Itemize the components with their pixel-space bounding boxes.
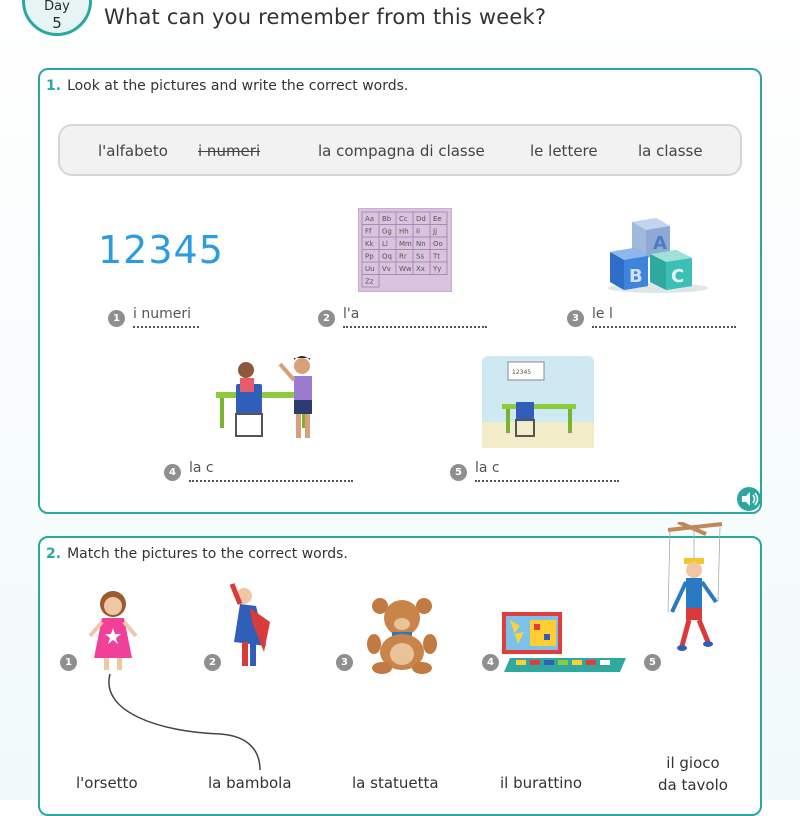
word-bank-item-used: i numeri [198,142,261,160]
classmate-picture [210,350,336,450]
alphabet-letter: Rr [399,252,407,261]
answer-field-5[interactable]: la c [475,460,619,482]
match-word-line-2: da tavolo [658,776,728,794]
match-word-statuetta[interactable]: la statuetta [352,774,439,792]
exercise-1-number: 1. [46,78,62,94]
alphabet-letter: Bb [382,215,392,223]
svg-text:A: A [653,233,667,254]
item-number: 2 [318,310,335,327]
answer-field-4[interactable]: la c [189,460,353,482]
item-number: 4 [164,464,181,481]
item-number: 1 [108,310,125,327]
alphabet-letter: Pp [365,252,374,261]
picture-number: 3 [336,654,353,671]
exercise-2-number: 2. [46,546,62,562]
board-text: 12345 [512,369,532,376]
exercise-1-text: Look at the pictures and write the correct words. [67,78,409,94]
alphabet-letter: Vv [382,265,391,273]
page-title: What can you remember from this week? [104,5,547,29]
exercise-2-instruction [46,546,348,562]
alphabet-chart-picture [358,208,452,292]
alphabet-letter: Ii [416,227,421,236]
day-badge [22,0,92,36]
alphabet-letter: Cc [399,215,408,223]
alphabet-letter: Qq [382,252,392,261]
word-bank-item: la classe [638,142,703,160]
alphabet-letter: Uu [365,265,375,273]
day-number: 5 [52,14,62,32]
doll-picture[interactable] [82,588,144,674]
alphabet-letter: Ee [433,215,442,223]
word-bank [58,124,742,176]
word-bank-item: le lettere [530,142,598,160]
alphabet-letter: Oo [433,240,443,248]
alphabet-letter: Nn [416,240,426,248]
answer-field-1[interactable]: i numeri [133,306,199,328]
match-word-orsetto[interactable]: l'orsetto [76,774,138,792]
speaker-icon[interactable] [736,486,762,512]
alphabet-letter: Ll [382,240,388,248]
alphabet-letter: Tt [433,252,441,261]
picture-number: 1 [60,654,77,671]
classroom-picture [482,356,594,448]
numbers-picture: 12345 [98,228,224,272]
alphabet-letter: Dd [416,215,426,223]
day-label: Day [44,0,70,14]
exercise-2-panel [38,536,762,816]
alphabet-letter: Hh [399,227,409,236]
alphabet-letter: Ff [365,227,372,236]
exercise-1-panel [38,68,762,514]
answer-field-3[interactable]: le l [592,306,736,328]
exercise-1-instruction [46,78,408,94]
match-line [100,672,270,772]
answer-field-2[interactable]: l'a [343,306,487,328]
word-bank-item: l'alfabeto [98,142,168,160]
alphabet-letter: Zz [365,277,374,286]
alphabet-letter: Ww [399,265,412,273]
word-bank-item: la compagna di classe [318,142,485,160]
picture-number: 2 [204,654,221,671]
alphabet-letter: Jj [433,227,438,236]
match-word-gioco-da-tavolo[interactable] [658,752,728,796]
picture-number: 4 [482,654,499,671]
match-word-burattino[interactable]: il burattino [500,774,583,792]
puppet-picture[interactable] [658,522,728,672]
alphabet-letter: Ss [416,252,425,261]
alphabet-blocks-picture [606,216,710,294]
superhero-picture[interactable] [226,582,274,674]
svg-text:B: B [629,266,643,287]
board-game-picture[interactable] [500,610,628,674]
picture-number: 5 [644,654,661,671]
alphabet-letter: Gg [382,227,392,236]
item-number: 5 [450,464,467,481]
item-number: 3 [567,310,584,327]
match-word-bambola[interactable]: la bambola [208,774,292,792]
alphabet-letter: Mm [399,240,412,248]
alphabet-letter: Xx [416,265,425,273]
exercise-2-text: Match the pictures to the correct words. [67,546,348,562]
match-word-line-1: il gioco [666,754,720,772]
alphabet-letter: Aa [365,215,375,223]
svg-text:C: C [671,266,685,287]
teddy-bear-picture[interactable] [364,596,440,674]
alphabet-letter: Kk [365,240,374,248]
alphabet-letter: Yy [433,265,442,273]
